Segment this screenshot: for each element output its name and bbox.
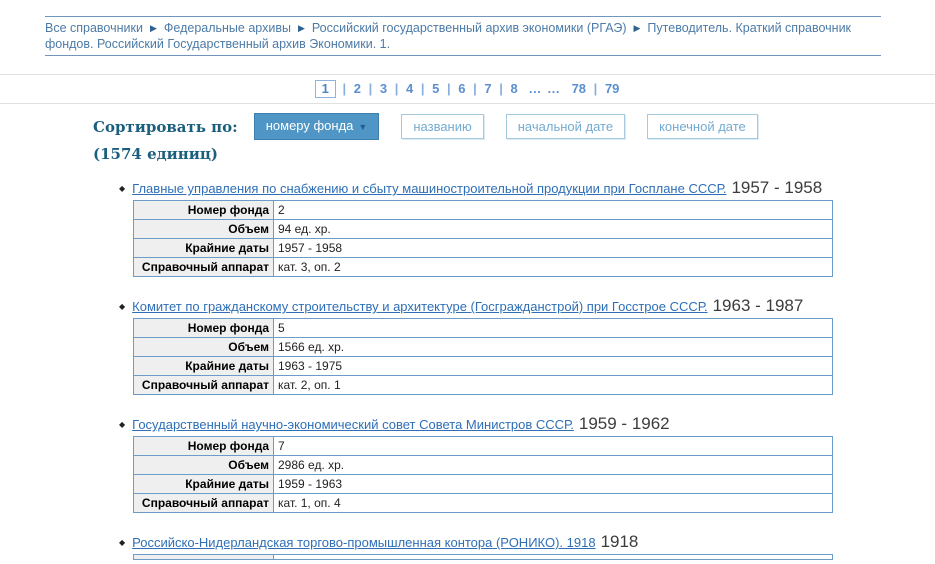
breadcrumb-item-federal-archives[interactable]: Федеральные архивы <box>163 21 291 35</box>
field-value: 2 <box>274 201 833 220</box>
fond-entry <box>119 533 935 560</box>
table-row <box>134 437 833 456</box>
chevron-down-icon: ▼ <box>358 122 368 132</box>
field-value: 1963 - 1975 <box>274 357 833 376</box>
fond-title-link[interactable]: Комитет по гражданскому строительству и архитектуре (Госгражданстрой) при Госстрое СССР. <box>132 299 708 314</box>
field-label: Объем <box>134 338 274 357</box>
pagination-separator: | <box>368 81 373 96</box>
pagination-separator: | <box>342 81 347 96</box>
field-label: Номер фонда <box>134 201 274 220</box>
fond-title-link[interactable]: Главные управления по снабжению и сбыту машиностроительной продукции при Госплане СССР. <box>132 181 727 196</box>
table-row <box>134 357 833 376</box>
table-row <box>134 475 833 494</box>
field-value <box>274 555 833 560</box>
pagination-page-2[interactable]: 2 <box>353 81 361 96</box>
pagination-page-7[interactable]: 7 <box>484 81 492 96</box>
bullet-icon: ◆ <box>119 420 126 429</box>
pagination-page-8[interactable]: 8 <box>510 81 518 96</box>
pagination-separator: | <box>420 81 425 96</box>
sort-button-fond-number[interactable]: номеру фонда ▼ <box>254 113 380 140</box>
pagination-separator: | <box>593 81 598 96</box>
table-row <box>134 220 833 239</box>
bullet-icon: ◆ <box>119 538 126 547</box>
fond-dates: 1959 - 1962 <box>578 414 670 433</box>
breadcrumb-item-guide[interactable]: Путеводитель. Краткий справочник фондов. Российский Государственный архив Экономики. 1. <box>45 21 852 51</box>
table-row <box>134 201 833 220</box>
breadcrumb <box>45 16 881 56</box>
field-value: 1959 - 1963 <box>274 475 833 494</box>
fond-table <box>133 436 833 513</box>
sort-by-label: Сортировать по: <box>93 117 238 136</box>
fond-list <box>119 179 935 560</box>
pagination-page-5[interactable]: 5 <box>432 81 440 96</box>
field-label: Крайние даты <box>134 357 274 376</box>
pagination-separator: | <box>473 81 477 96</box>
table-row <box>134 338 833 357</box>
fond-entry <box>119 415 935 513</box>
breadcrumb-item-rgae[interactable]: Российский государственный архив экономики (РГАЭ) <box>311 21 627 35</box>
field-value: кат. 2, оп. 1 <box>274 376 833 395</box>
field-label: Номер фонда <box>134 437 274 456</box>
sort-button-name[interactable]: названию <box>401 114 483 139</box>
table-row <box>134 239 833 258</box>
table-row <box>134 258 833 277</box>
fond-title-row <box>119 415 935 433</box>
breadcrumb-arrow-icon: ▶ <box>633 23 641 33</box>
field-label <box>134 555 274 560</box>
results-count: (1574 единиц) <box>93 145 219 163</box>
field-value: 2986 ед. хр. <box>274 456 833 475</box>
field-label: Справочный аппарат <box>134 494 274 513</box>
field-label: Крайние даты <box>134 475 274 494</box>
field-value: 1957 - 1958 <box>274 239 833 258</box>
field-label: Крайние даты <box>134 239 274 258</box>
field-value: 5 <box>274 319 833 338</box>
table-row <box>134 456 833 475</box>
fond-table <box>133 318 833 395</box>
pagination-page-78[interactable]: 78 <box>571 81 587 96</box>
breadcrumb-arrow-icon: ▶ <box>149 23 157 33</box>
breadcrumb-arrow-icon: ▶ <box>297 23 305 33</box>
table-row <box>134 319 833 338</box>
sort-button-end-date[interactable]: конечной дате <box>647 114 758 139</box>
sort-section <box>93 113 935 163</box>
fond-dates: 1963 - 1987 <box>712 296 804 315</box>
pagination-separator: | <box>499 81 503 96</box>
pagination-current-page: 1 <box>315 80 336 98</box>
sort-button-start-date[interactable]: начальной дате <box>506 114 625 139</box>
pagination-page-4[interactable]: 4 <box>405 81 414 96</box>
field-label: Объем <box>134 456 274 475</box>
fond-title-row <box>119 533 935 551</box>
pagination-ellipsis: … … <box>528 81 561 96</box>
pagination-separator: | <box>446 81 451 96</box>
fond-title-row <box>119 297 935 315</box>
bullet-icon: ◆ <box>119 184 126 193</box>
field-value: 94 ед. хр. <box>274 220 833 239</box>
field-value: 7 <box>274 437 833 456</box>
table-row <box>134 555 833 560</box>
field-value: кат. 3, оп. 2 <box>274 258 833 277</box>
field-label: Справочный аппарат <box>134 376 274 395</box>
table-row <box>134 494 833 513</box>
fond-table <box>133 200 833 277</box>
fond-entry <box>119 179 935 277</box>
table-row <box>134 376 833 395</box>
pagination-separator: | <box>394 81 399 96</box>
pagination-page-79[interactable]: 79 <box>604 81 620 96</box>
pagination-page-3[interactable]: 3 <box>379 81 388 96</box>
fond-title-row <box>119 179 935 197</box>
fond-entry <box>119 297 935 395</box>
fond-dates: 1918 <box>600 532 639 551</box>
field-value: 1566 ед. хр. <box>274 338 833 357</box>
fond-table <box>133 554 833 560</box>
field-label: Объем <box>134 220 274 239</box>
field-label: Справочный аппарат <box>134 258 274 277</box>
bullet-icon: ◆ <box>119 302 126 311</box>
fond-title-link[interactable]: Государственный научно-экономический совет Совета Министров СССР. <box>132 417 574 432</box>
breadcrumb-item-all-guides[interactable]: Все справочники <box>45 21 143 35</box>
field-label: Номер фонда <box>134 319 274 338</box>
pagination-page-6[interactable]: 6 <box>458 81 466 96</box>
pagination <box>0 74 935 104</box>
fond-dates: 1957 - 1958 <box>731 178 823 197</box>
fond-title-link[interactable]: Российско-Нидерландская торгово-промышленная контора (РОНИКО). 1918 <box>132 535 596 550</box>
field-value: кат. 1, оп. 4 <box>274 494 833 513</box>
